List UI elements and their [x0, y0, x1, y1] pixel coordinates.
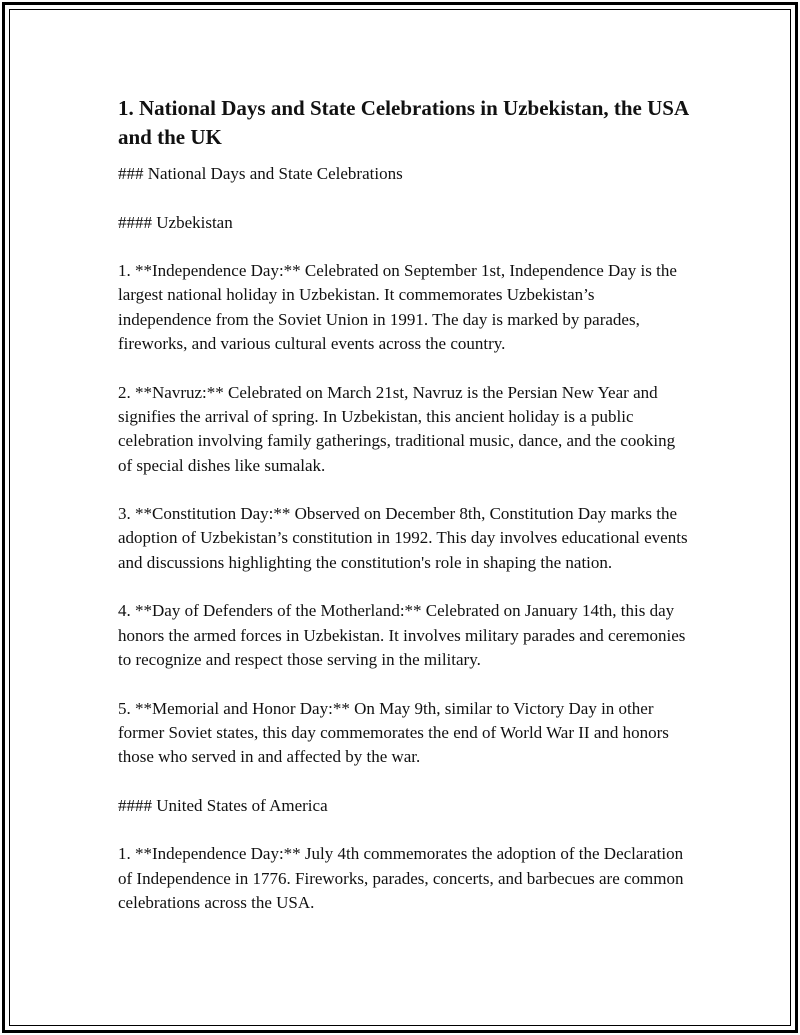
list-item-independence-day-uz: 1. **Independence Day:** Celebrated on September 1st, Independence Day is the largest national holiday in Uzbekistan. It commemorates Uzbekistan’s independence from the Soviet Union in 1991. The day is marked by parades, fireworks, and various cultural events across the country. [118, 261, 677, 354]
list-item-defenders-day: 4. **Day of Defenders of the Motherland:** Celebrated on January 14th, this day honors the armed forces in Uzbekistan. It involves military parades and ceremonies to recognize and respect those serving in the military. [118, 601, 686, 669]
list-item-independence-day-usa: 1. **Independence Day:** July 4th commemorates the adoption of the Declaration of Independence in 1776. Fireworks, parades, concerts, and barbecues are common celebrations across the USA. [118, 844, 684, 912]
list-item-constitution-day: 3. **Constitution Day:** Observed on December 8th, Constitution Day marks the adoption of Uzbekistan’s constitution in 1992. This day involves educational events and discussions highlighting the constitution's role in shaping the nation. [118, 504, 688, 572]
document-title: 1. National Days and State Celebrations in Uzbekistan, the USA and the UK [118, 96, 688, 149]
document-body [118, 94, 688, 940]
subsection-heading-usa: #### United States of America [118, 795, 328, 815]
subsection-heading-uzbekistan: #### Uzbekistan [118, 212, 233, 232]
list-item-memorial-day: 5. **Memorial and Honor Day:** On May 9th, similar to Victory Day in other former Soviet states, this day commemorates the end of World War II and honors those who served in and affected by the war. [118, 698, 669, 767]
section-heading: ### National Days and State Celebrations [118, 164, 403, 183]
list-item-navruz: 2. **Navruz:** Celebrated on March 21st, Navruz is the Persian New Year and signifies the arrival of spring. In Uzbekistan, this ancient holiday is a public celebration involving family gatherings, traditional music, dance, and the cooking of special dishes like sumalak. [118, 382, 676, 475]
